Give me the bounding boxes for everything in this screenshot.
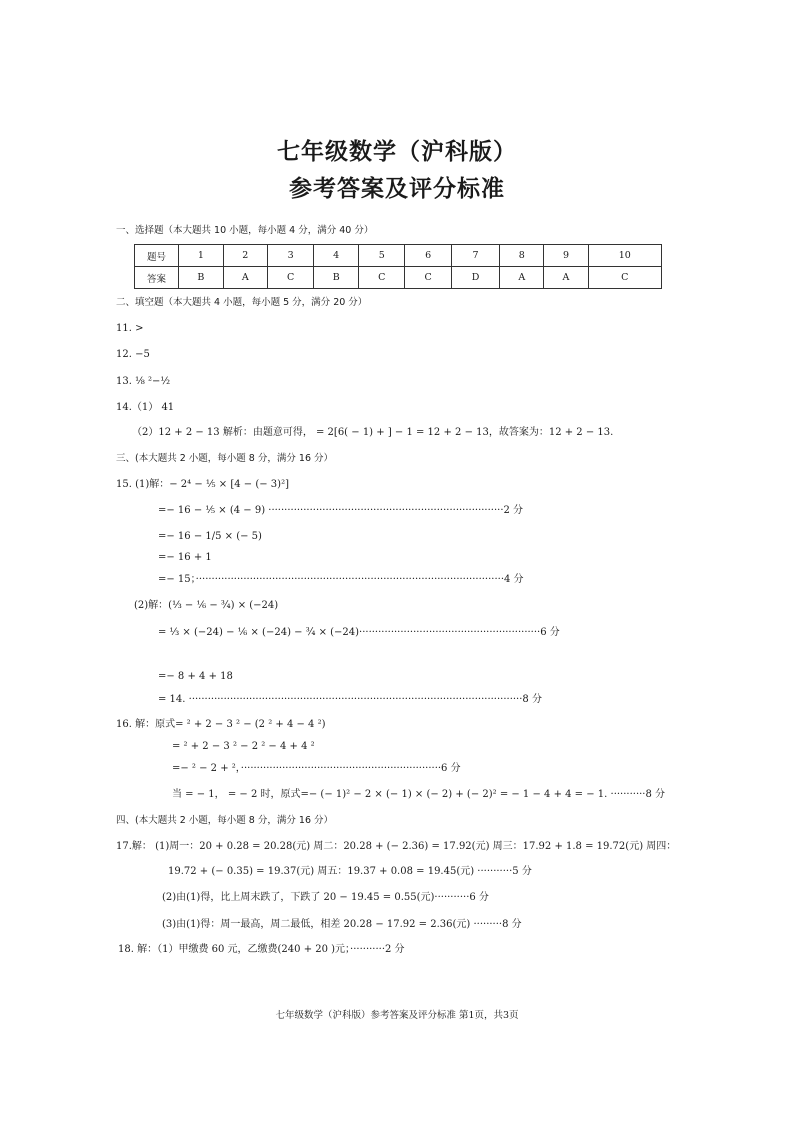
table-cell: 4 bbox=[314, 245, 359, 267]
section1-header: 一、选择题（本大题共 10 小题，每小题 4 分，满分 40 分） bbox=[116, 225, 374, 236]
solution-15-line: (2)解：(⅓ − ⅙ − ¾) × (−24) bbox=[134, 600, 279, 611]
solution-15-line: =− 16 + 1 bbox=[158, 552, 212, 563]
table-cell: A bbox=[544, 267, 588, 289]
table-row-label: 答案 bbox=[135, 267, 179, 289]
answer-13: 13. ⅛ ²−½ bbox=[116, 376, 171, 387]
solution-16-line: = ² + 2 − 3 ² − 2 ² − 4 + 4 ² bbox=[172, 741, 315, 752]
table-cell: A bbox=[223, 267, 267, 289]
solution-15-line: =− 16 − 1/5 × (− 5) bbox=[158, 531, 262, 542]
solution-18-line: 18. 解：（1）甲缴费 60 元，乙缴费(240 + 20 )元；···········2 分 bbox=[118, 944, 405, 955]
page-footer: 七年级数学（沪科版）参考答案及评分标准 第1页，共3页 bbox=[275, 1010, 519, 1021]
document-title: 七年级数学（沪科版） bbox=[277, 139, 517, 165]
table-cell: 1 bbox=[179, 245, 224, 267]
table-row bbox=[135, 245, 662, 267]
table-cell: 2 bbox=[223, 245, 267, 267]
choice-answer-table bbox=[134, 244, 662, 289]
answer-12: 12. −5 bbox=[116, 349, 150, 360]
solution-15-line: =− 15；·································································································4 分 bbox=[158, 574, 524, 585]
solution-17-line: 17.解： (1)周一：20 + 0.28 = 20.28(元) 周二：20.28 + (− 2.36) = 17.92(元) 周三：17.92 + 1.8 = 19.72(元) 周四： bbox=[116, 841, 677, 852]
table-cell: 7 bbox=[451, 245, 499, 267]
solution-16-line: 当 = − 1， = − 2 时，原式=− (− 1)² − 2 × (− 1) × (− 2) + (− 2)² = − 1 − 4 + 4 = − 1. ···········8 分 bbox=[172, 789, 666, 800]
document-subtitle: 参考答案及评分标准 bbox=[289, 176, 505, 202]
table-cell: D bbox=[451, 267, 499, 289]
table-row bbox=[135, 267, 662, 289]
table-cell: 5 bbox=[359, 245, 405, 267]
solution-15-line: =− 16 − ⅕ × (4 − 9) ··········································································2 分 bbox=[158, 505, 524, 516]
solution-17-line: (3)由(1)得：周一最高，周二最低，相差 20.28 − 17.92 = 2.36(元) ·········8 分 bbox=[162, 919, 522, 930]
solution-15-line: = 14. ·········································································································8 分 bbox=[158, 694, 542, 705]
table-cell: B bbox=[314, 267, 359, 289]
table-cell: C bbox=[359, 267, 405, 289]
solution-16-line: 16. 解：原式= ² + 2 − 3 ² − (2 ² + 4 − 4 ²) bbox=[116, 719, 326, 730]
table-cell: C bbox=[588, 267, 661, 289]
section2-header: 二、填空题（本大题共 4 小题，每小题 5 分，满分 20 分） bbox=[116, 297, 368, 308]
table-cell: 9 bbox=[544, 245, 588, 267]
solution-15-line: 15. (1)解：− 2⁴ − ⅕ × [4 − (− 3)²] bbox=[116, 479, 289, 490]
solution-17-line: 19.72 + (− 0.35) = 19.37(元) 周五：19.37 + 0.08 = 19.45(元) ···········5 分 bbox=[168, 866, 532, 877]
section3-header: 三、(本大题共 2 小题，每小题 8 分，满分 16 分） bbox=[116, 453, 334, 464]
answer-14-part2: （2）12 + 2 − 13 解析：由题意可得， = 2[6( − 1) + ] − 1 = 12 + 2 − 13，故答案为：12 + 2 − 13. bbox=[132, 427, 614, 438]
table-cell: 3 bbox=[267, 245, 313, 267]
table-row-label: 题号 bbox=[135, 245, 179, 267]
table-cell: C bbox=[267, 267, 313, 289]
table-cell: A bbox=[500, 267, 544, 289]
section4-header: 四、(本大题共 2 小题，每小题 8 分，满分 16 分） bbox=[116, 815, 334, 826]
answer-11: 11. > bbox=[116, 323, 144, 334]
solution-17-line: (2)由(1)得，比上周末跌了，下跌了 20 − 19.45 = 0.55(元)···········6 分 bbox=[162, 892, 489, 903]
answer-14-part1: 14.（1） 41 bbox=[116, 402, 175, 413]
table-cell: C bbox=[405, 267, 451, 289]
solution-16-line: =− ² − 2 + ²，·······························································6 分 bbox=[172, 763, 461, 774]
table-cell: 8 bbox=[500, 245, 544, 267]
solution-15-line: =− 8 + 4 + 18 bbox=[158, 671, 233, 682]
table-cell: B bbox=[179, 267, 224, 289]
table-cell: 10 bbox=[588, 245, 661, 267]
table-cell: 6 bbox=[405, 245, 451, 267]
solution-15-line: = ⅓ × (−24) − ⅙ × (−24) − ¾ × (−24)·························································6 分 bbox=[158, 627, 560, 638]
